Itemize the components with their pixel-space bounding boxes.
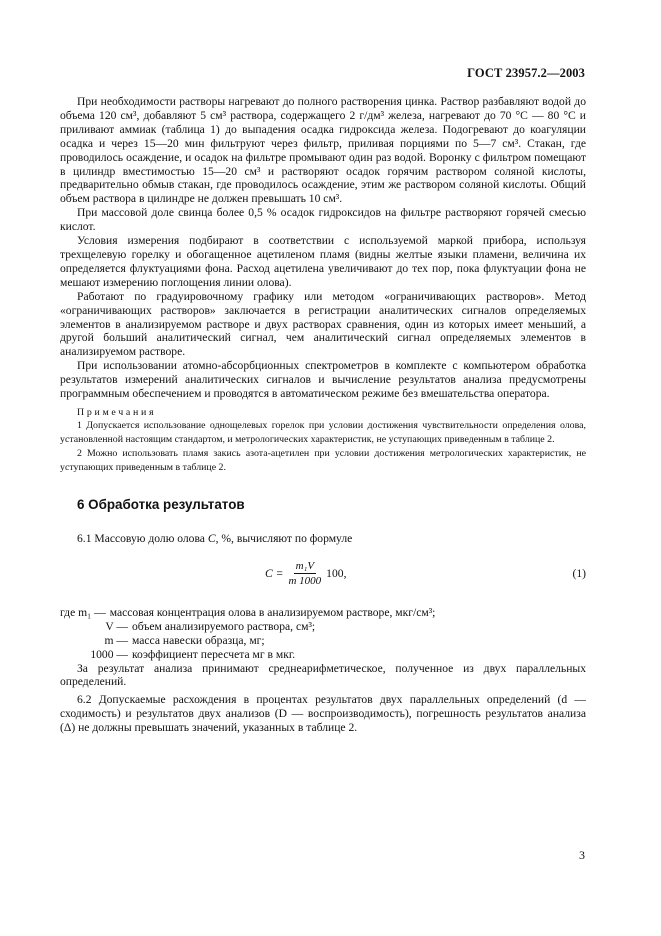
paragraph-6-2: 6.2 Допускаемые расхождения в процентах результатов двух параллельных определений (d — сходимость) и результатов двух анализов (D — воспроизводимость), погрешность результатов анализа (Δ) не должны превышать значений, указанных в таблице 2. <box>60 693 586 735</box>
notes-title: Примечания <box>77 406 157 418</box>
formula-denominator: m 1000 <box>288 575 322 588</box>
page-number: 3 <box>579 848 585 862</box>
note-item: 2 Можно использовать пламя закись азота-ацетилен при условии достижения метрологических характеристик, не уступающих приведенным в таблице 2. <box>60 448 586 474</box>
definition-symbol: где m₁ — <box>60 605 106 619</box>
p61-var: C <box>207 531 216 545</box>
definition-text: массовая концентрация олова в анализируемом растворе, мкг/см³; <box>109 605 436 619</box>
paragraph: Работают по градуировочному графику или методом «ограничивающих растворов». Метод «ограничивающих растворов» заключается в регистрации аналитических сигналов определяемых элементов в анализируемом растворе и двух растворах сравнения, один из которых имеет меньший, а другой больший аналитический сигнал, чем аналитический сигнал определяемых элементов в анализируемом растворе. <box>60 289 586 359</box>
paragraph: За результат анализа принимают среднеарифметическое, полученное из двух параллельных определений. <box>60 661 586 689</box>
definition-text: коэффициент пересчета мг в мкг. <box>132 647 296 661</box>
definition-text: масса навески образца, мг; <box>132 633 265 647</box>
definition-row <box>60 606 586 620</box>
paragraph-6-1 <box>60 532 586 546</box>
formula <box>265 554 346 594</box>
formula-row <box>60 554 586 600</box>
formula-number: (1) <box>572 566 586 580</box>
p61-rest: , %, вычисляют по формуле <box>215 531 353 545</box>
paragraph: Условия измерения подбирают в соответствии с используемой маркой прибора, используя трехщелевую горелку и обогащенное ацетиленом пламя (видны желтые языки пламени, величина их определяется флуктуациями фона. Расход ацетилена увеличивают до тех пор, пока флуктуации фона не мешают измерению поглощения линии олова). <box>60 234 586 289</box>
formula-numerator: m₁V <box>295 560 315 573</box>
page-body <box>60 95 586 735</box>
definition-row <box>60 634 586 648</box>
definition-text: объем анализируемого раствора, см³; <box>132 619 316 633</box>
definition-symbol: V — <box>105 619 128 633</box>
p61-lead: 6.1 Массовую долю олова <box>77 531 205 545</box>
definition-symbol: 1000 — <box>90 647 128 661</box>
definitions-list <box>60 606 586 662</box>
paragraph: При массовой доле свинца более 0,5 % осадок гидроксидов на фильтре растворяют горячей смесью кислот. <box>60 206 586 234</box>
definition-row <box>60 620 586 634</box>
paragraph: При использовании атомно-абсорбционных спектрометров в комплекте с компьютером обработка результатов измерений аналитических сигналов и вычисление результатов анализа предусмотрены программным обеспечением и проводятся в автоматическом режиме без вмешательства оператора. <box>60 359 586 401</box>
formula-lhs: C = <box>265 567 284 581</box>
notes-block <box>60 407 586 475</box>
document-code: ГОСТ 23957.2—2003 <box>467 66 585 80</box>
section-title: 6 Обработка результатов <box>77 496 245 512</box>
definition-symbol: m — <box>104 633 128 647</box>
definition-row <box>60 648 586 662</box>
formula-factor: 100, <box>326 567 347 581</box>
note-item: 1 Допускается использование однощелевых горелок при условии достижения чувствительности определения олова, установленной настоящим стандартом, и метрологических характеристик, не уступающих приведенным в таблице 2. <box>60 420 586 446</box>
paragraph: При необходимости растворы нагревают до полного растворения цинка. Раствор разбавляют водой до объема 120 см³, добавляют 5 см³ раствора, содержащего 2 г/дм³ железа, нагревают до 70 °С — 80 °С и приливают аммиак (таблица 1) до выпадения осадка гидроксида железа. Подогревают до коагуляции осадка и через 15—20 мин фильтруют через фильтр, приливая порциями по 5—7 см³. Стакан, где проводилось осаждение, и осадок на фильтре промывают один раз водой. Воронку с фильтром помещают в цилиндр вместимостью 15—20 см³ и растворяют осадок горячим раствором соляной кислоты, предварительно обмыв стакан, где проводилось осаждение, этим же раствором соляной кислоты. Общий объем раствора в цилиндре не должен превышать 10 см³. <box>60 95 586 206</box>
formula-fraction <box>286 559 323 588</box>
